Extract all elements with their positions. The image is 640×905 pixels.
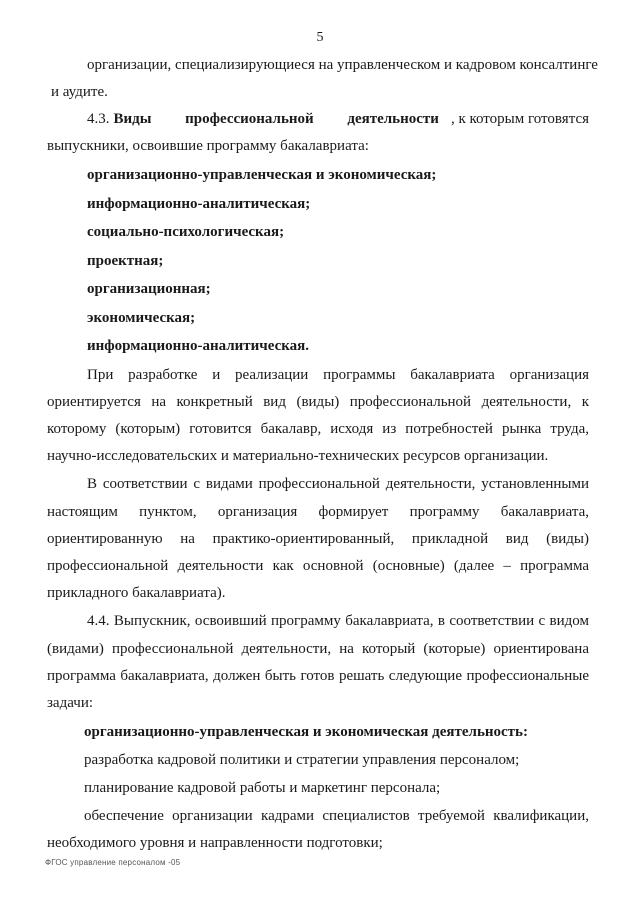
page-number: 5: [316, 30, 324, 45]
section-number: 4.3.: [87, 111, 110, 127]
paragraph-4-4: 4.4. Выпускник, освоивший программу бакалавриата, в соответствии с видом (видами) профессиональной деятельности, на который (которые) ориентирована программа бакалавриата, должен быть готов решать следующие профессиональные задачи:: [47, 613, 589, 711]
task-item: разработка кадровой политики и стратегии управления персоналом;: [84, 751, 520, 768]
section-heading-bold: [114, 106, 439, 133]
heading-word: Виды: [113, 111, 152, 127]
intro-line-2: и аудите.: [51, 84, 108, 100]
document-body: [47, 52, 598, 857]
heading-word: профессиональной: [185, 111, 314, 127]
paragraph-program-formation: В соответствии с видами профессиональной деятельности, установленными настоящим пунктом, организация формирует программу бакалавриата, ориентированную на практико-ориентированный, прикладной вид (виды) профессиональной деятельности как основной (основные) (далее – программа прикладного бакалавриата).: [47, 476, 589, 602]
task-item: обеспечение организации кадрами специалистов требуемой квалификации, необходимого уровня и направленности подготовки;: [47, 808, 589, 852]
list-item: социально-психологическая;: [87, 224, 285, 240]
list-item: организационно-управленческая и экономическая;: [87, 167, 437, 183]
footer-note: ФГОС управление персоналом -05: [45, 858, 181, 867]
section-4-3-heading: [47, 106, 589, 133]
list-item: организационная;: [87, 281, 211, 297]
list-item: проектная;: [87, 252, 164, 269]
tasks-heading: организационно-управленческая и экономическая деятельность:: [84, 724, 528, 741]
activity-types-list: [47, 161, 589, 361]
section-4-3-line-2: выпускники, освоившие программу бакалавриата:: [47, 138, 369, 154]
heading-word: деятельности: [347, 111, 439, 127]
section-heading-rest: , к которым готовятся: [450, 111, 589, 127]
paragraph-orientation: При разработке и реализации программы бакалавриата организация ориентируется на конкретный вид (виды) профессиональной деятельности, к которому (которым) готовится бакалавр, исходя из потребностей рынка труда, научно-исследовательских и материально-технических ресурсов организации.: [47, 366, 589, 465]
intro-line-1: организации, специализирующиеся на управленческом и кадровом консалтинге: [87, 57, 598, 73]
list-item: информационно-аналитическая;: [87, 195, 311, 212]
task-item: планирование кадровой работы и маркетинг персонала;: [84, 779, 441, 796]
list-item: экономическая;: [87, 309, 196, 326]
list-item: информационно-аналитическая.: [87, 338, 310, 354]
